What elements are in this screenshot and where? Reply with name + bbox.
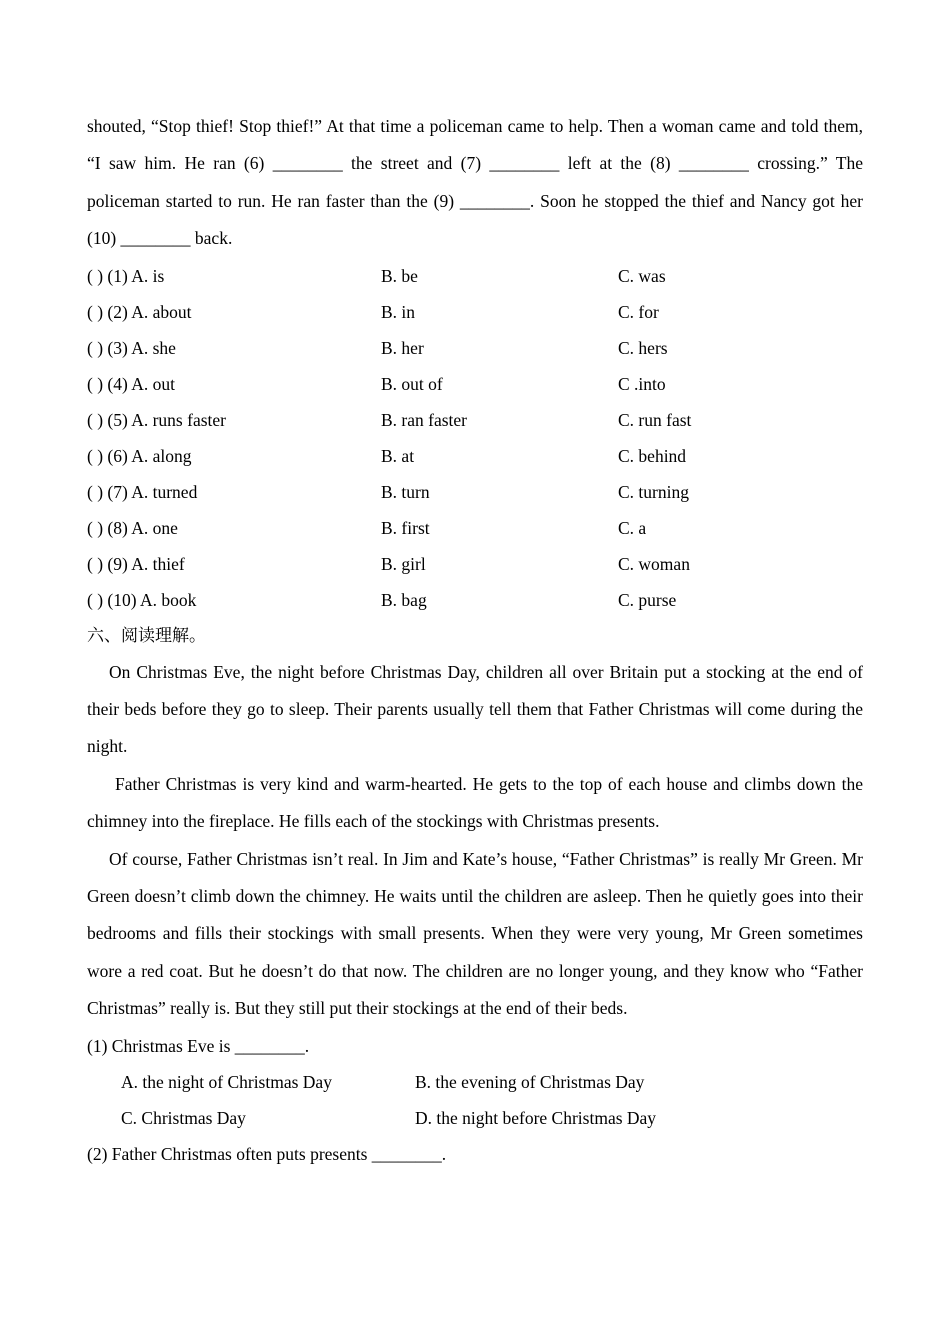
option-b: B. out of — [381, 373, 443, 394]
option-question-a: ( ) (8) A. one — [87, 517, 178, 538]
option-question-a: ( ) (6) A. along — [87, 445, 192, 466]
option-question-a: ( ) (2) A. about — [87, 301, 192, 322]
choice-a: A. the night of Christmas Day — [121, 1071, 332, 1092]
option-c: C. turning — [618, 481, 689, 502]
choice-d: D. the night before Christmas Day — [415, 1107, 657, 1128]
document-page — [87, 108, 863, 1172]
cloze-option-row — [87, 294, 863, 330]
option-c: C. for — [618, 301, 659, 322]
option-c: C. run fast — [618, 409, 692, 430]
reading-paragraph: Of course, Father Christmas isn’t real. In Jim and Kate’s house, “Father Christmas” is really Mr Green. Mr Green doesn’t climb down the chimney. He waits until the children are asleep. Then he quietly goes into their bedrooms and fills their stockings with small presents. When they were very young, Mr Green sometimes wore a red coat. But he doesn’t do that now. The children are no longer young, and they know who “Father Christmas” really is. But they still put their stockings at the end of their beds. — [87, 848, 863, 1019]
option-c: C. woman — [618, 553, 690, 574]
cloze-option-row — [87, 546, 863, 582]
choice-row — [87, 1100, 863, 1136]
reading-paragraph: Father Christmas is very kind and warm-hearted. He gets to the top of each house and climbs down the chimney into the fireplace. He fills each of the stockings with Christmas presents. — [87, 773, 863, 832]
option-b: B. in — [381, 301, 416, 322]
cloze-passage-end: shouted, “Stop thief! Stop thief!” At that time a policeman came to help. Then a woman came and told them, “I saw him. He ran (6) ________ the street and (7) ________ left at the (8) ________ crossing.” The policeman started to run. He ran faster than the (9) ________. Soon he stopped the thief and Nancy got her (10) ________ back. — [87, 116, 863, 249]
option-question-a: ( ) (9) A. thief — [87, 553, 185, 574]
option-c: C. hers — [618, 337, 668, 358]
choice-b: B. the evening of Christmas Day — [415, 1071, 645, 1092]
option-b: B. be — [381, 265, 418, 286]
cloze-option-row — [87, 402, 863, 438]
cloze-option-row — [87, 438, 863, 474]
cloze-option-row — [87, 258, 863, 294]
reading-paragraph: On Christmas Eve, the night before Christmas Day, children all over Britain put a stocking at the end of their beds before they go to sleep. Their parents usually tell them that Father Christmas will come during the night. — [87, 661, 863, 757]
question-stem: (1) Christmas Eve is ________. — [87, 1035, 310, 1056]
cloze-option-row — [87, 366, 863, 402]
option-b: B. first — [381, 517, 430, 538]
option-b: B. ran faster — [381, 409, 468, 430]
option-question-a: ( ) (7) A. turned — [87, 481, 198, 502]
choice-c: C. Christmas Day — [121, 1107, 246, 1128]
option-question-a: ( ) (3) A. she — [87, 337, 176, 358]
question-stem: (2) Father Christmas often puts presents ________. — [87, 1143, 447, 1164]
cloze-options-list — [87, 258, 863, 618]
option-c: C. a — [618, 517, 647, 538]
option-c: C. was — [618, 265, 666, 286]
section-heading: 六、阅读理解。 — [87, 625, 206, 646]
option-b: B. girl — [381, 553, 426, 574]
choice-row — [87, 1064, 863, 1100]
option-c: C .into — [618, 373, 666, 394]
option-question-a: ( ) (5) A. runs faster — [87, 409, 226, 430]
option-question-a: ( ) (1) A. is — [87, 265, 165, 286]
cloze-option-row — [87, 474, 863, 510]
cloze-option-row — [87, 582, 863, 618]
option-c: C. behind — [618, 445, 687, 466]
cloze-option-row — [87, 510, 863, 546]
option-question-a: ( ) (4) A. out — [87, 373, 175, 394]
option-c: C. purse — [618, 589, 677, 610]
option-b: B. turn — [381, 481, 430, 502]
option-b: B. her — [381, 337, 424, 358]
option-b: B. at — [381, 445, 415, 466]
option-question-a: ( ) (10) A. book — [87, 589, 197, 610]
cloze-option-row — [87, 330, 863, 366]
option-b: B. bag — [381, 589, 427, 610]
